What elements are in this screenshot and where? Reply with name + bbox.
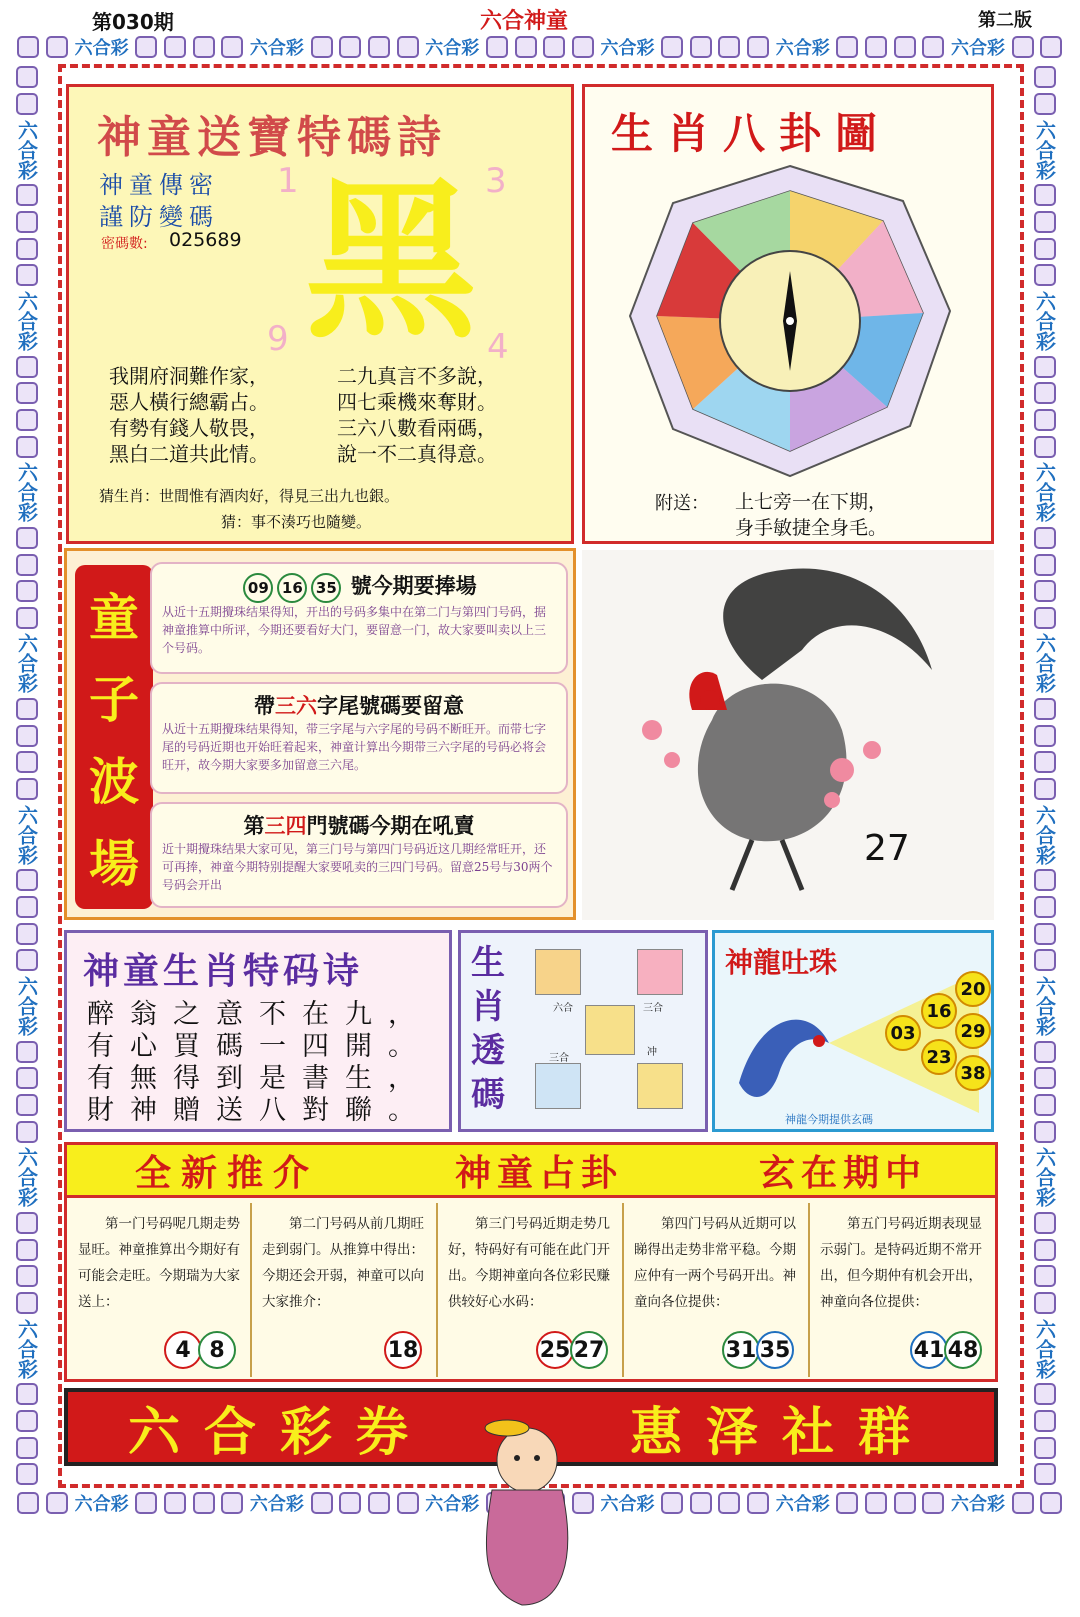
code-label: 密碼數: — [101, 236, 148, 252]
border-dot — [1034, 554, 1056, 576]
number-ball: 4 — [164, 1331, 202, 1369]
big-character: 黑 — [305, 161, 477, 362]
border-dot — [515, 36, 537, 58]
bagua-title: 生肖八卦圖 — [611, 109, 892, 158]
card-3-text: 近十期攪珠结果大家可见，第三门号与第四门号码近这几期经常旺开，还可再捧，神童今期特别提醒大家要吼卖的三四门号码。留意25号与30两个号码会开出 — [162, 842, 553, 892]
border-dot — [1034, 949, 1056, 971]
divination-numbers — [914, 1331, 982, 1369]
border-label: 六合彩 — [14, 462, 39, 523]
border-dot — [690, 36, 712, 58]
border-label: 六合彩 — [951, 38, 1006, 59]
number-ball: 18 — [384, 1331, 422, 1369]
border-label: 六合彩 — [1032, 119, 1057, 180]
number-ball: 09 — [243, 573, 273, 603]
tongzi-card-1 — [150, 562, 568, 674]
border-dot — [1034, 1041, 1056, 1063]
border-dot — [1034, 436, 1056, 458]
border-dot — [16, 896, 38, 918]
right-border-strip — [1030, 64, 1060, 1488]
footer-right-text: 惠泽社群 — [629, 1402, 934, 1463]
banner-part-3: 玄在期中 — [758, 1152, 927, 1194]
relation-label: 六合 — [553, 1003, 573, 1014]
poem-panel-title: 神童送寶特碼詩 — [97, 112, 447, 163]
poem-left-column — [109, 363, 269, 467]
border-dot — [16, 409, 38, 431]
zodiac-poem-panel — [64, 930, 452, 1132]
card-3-heading — [162, 810, 556, 840]
rooster-panel — [582, 550, 994, 920]
footer-left-text: 六合彩券 — [128, 1402, 433, 1463]
divination-numbers — [726, 1331, 794, 1369]
border-dot — [1012, 36, 1034, 58]
border-dot — [16, 554, 38, 576]
poem-right-line: 說一不二真得意。 — [337, 442, 497, 466]
dragon-ball: 29 — [955, 1013, 991, 1049]
border-dot — [397, 36, 419, 58]
border-dot — [311, 36, 333, 58]
bonus-line-2: 身手敏捷全身毛。 — [735, 517, 888, 539]
dragon-ball: 23 — [921, 1039, 957, 1075]
border-label: 六合彩 — [1032, 1147, 1057, 1208]
reveal-title-char: 肖 — [471, 987, 505, 1027]
border-dot — [135, 1492, 157, 1514]
border-dot — [865, 1492, 887, 1514]
border-dot — [1034, 238, 1056, 260]
border-dot — [16, 93, 38, 115]
card-2-text: 从近十五期攪珠结果得知，带三字尾与六字尾的号码不断旺开。而带七字尾的号码近期也开始旺着起来，神童计算出今期带三六字尾的号码必将会旺开，故今期大家要多加留意三六尾。 — [162, 722, 547, 772]
border-dot — [16, 1094, 38, 1116]
secret-line-1: 神童傳密 — [99, 171, 219, 199]
border-dot — [1012, 1492, 1034, 1514]
dragon-ball: 03 — [885, 1015, 921, 1051]
code-value: 025689 — [169, 229, 242, 251]
number-ball: 16 — [277, 573, 307, 603]
heading-part: 門號碼今期在吼賣 — [306, 814, 475, 838]
border-dot — [16, 1292, 38, 1314]
border-dot — [193, 1492, 215, 1514]
border-dot — [16, 527, 38, 549]
border-dot — [486, 36, 508, 58]
border-label: 六合彩 — [14, 976, 39, 1037]
border-label: 六合彩 — [1032, 1318, 1057, 1379]
border-dot — [339, 1492, 361, 1514]
border-dot — [16, 1463, 38, 1485]
divination-text: 第四门号码从近期可以睇得出走势非常平稳。今期应仲有一两个号码开出。神童向各位提供： — [634, 1216, 796, 1310]
relation-label: 三合 — [643, 1003, 663, 1014]
corner-number-tl: 1 — [277, 161, 299, 201]
poem-left-line: 有勢有錢人敬畏， — [109, 416, 269, 440]
border-label: 六合彩 — [1032, 804, 1057, 865]
heading-highlight: 三 — [275, 694, 296, 718]
dragon-ball: 16 — [921, 993, 957, 1029]
side-title-char: 子 — [89, 671, 139, 729]
border-dot — [747, 36, 769, 58]
poem-left-line: 我開府洞難作家， — [109, 364, 269, 388]
border-dot — [17, 36, 39, 58]
reveal-title-char: 生 — [471, 943, 505, 983]
banner-part-1: 全新推介 — [134, 1152, 319, 1194]
border-dot — [894, 1492, 916, 1514]
number-ball: 35 — [756, 1331, 794, 1369]
border-label: 六合彩 — [74, 38, 129, 59]
border-dot — [1040, 1492, 1062, 1514]
border-label: 六合彩 — [1032, 633, 1057, 694]
divination-column — [810, 1203, 996, 1377]
border-label: 六合彩 — [951, 1494, 1006, 1515]
border-dot — [836, 1492, 858, 1514]
divination-column — [438, 1203, 624, 1377]
divination-numbers — [168, 1331, 236, 1369]
border-dot — [16, 778, 38, 800]
border-dot — [16, 580, 38, 602]
border-dot — [1034, 1067, 1056, 1089]
border-dot — [16, 1121, 38, 1143]
dragon-panel — [712, 930, 994, 1132]
border-dot — [221, 36, 243, 58]
guess-line: 猜：事不湊巧也隨變。 — [221, 513, 372, 531]
border-dot — [17, 1492, 39, 1514]
border-dot — [1034, 1292, 1056, 1314]
reveal-title-char: 碼 — [471, 1075, 505, 1115]
border-dot — [718, 1492, 740, 1514]
zodiac-poem-lines — [87, 999, 431, 1127]
border-label: 六合彩 — [600, 1494, 655, 1515]
zodiac-poem-line: 有心買碼一四開。 — [87, 1031, 431, 1062]
zodiac-poem-line: 醉翁之意不在九， — [87, 999, 431, 1030]
zodiac-poem-line: 有無得到是書生， — [87, 1063, 431, 1094]
issue-number: 第030期 — [92, 10, 174, 34]
rooster-number: 27 — [864, 828, 910, 869]
heading-highlight: 三 — [264, 814, 286, 838]
border-dot — [339, 36, 361, 58]
poem-left-line: 黑白二道共此情。 — [109, 442, 269, 466]
divination-column — [68, 1203, 252, 1377]
banner-part-2: 神童占卦 — [454, 1152, 623, 1194]
dragon-illustration — [719, 973, 995, 1113]
border-dot — [1034, 896, 1056, 918]
side-title-char: 波 — [89, 753, 139, 811]
border-dot — [1034, 1239, 1056, 1261]
divination-numbers — [540, 1331, 608, 1369]
dragon-ball: 20 — [955, 971, 991, 1007]
border-dot — [16, 1067, 38, 1089]
border-dot — [894, 36, 916, 58]
animal-tile-bottom-right — [637, 1063, 683, 1109]
border-dot — [16, 356, 38, 378]
border-dot — [572, 36, 594, 58]
divination-text: 第三门号码近期走势几好，特码好有可能在此门开出。今期神童向各位彩民赚供较好心水码： — [448, 1216, 610, 1310]
border-dot — [16, 184, 38, 206]
border-dot — [311, 1492, 333, 1514]
corner-number-bl: 9 — [267, 319, 289, 359]
border-dot — [1034, 725, 1056, 747]
border-dot — [1034, 869, 1056, 891]
border-dot — [1034, 607, 1056, 629]
border-label: 六合彩 — [1032, 462, 1057, 523]
poem-right-line: 四七乘機來奪財。 — [337, 390, 497, 414]
number-ball: 48 — [944, 1331, 982, 1369]
poem-right-line: 二九真言不多說， — [337, 364, 497, 388]
border-dot — [1034, 1383, 1056, 1405]
card-1-text: 从近十五期攪珠结果得知，开出的号码多集中在第二门与第四门号码，据神童推算中所评，今期还要看好大门，要留意一门，故大家要叫卖以上三个号码。 — [162, 605, 547, 655]
border-dot — [1040, 36, 1062, 58]
border-dot — [16, 436, 38, 458]
border-dot — [1034, 923, 1056, 945]
border-dot — [1034, 1463, 1056, 1485]
number-ball: 27 — [570, 1331, 608, 1369]
side-title-char: 童 — [89, 589, 139, 647]
heading-highlight: 六 — [296, 694, 317, 718]
boy-mascot — [462, 1410, 592, 1610]
border-label: 六合彩 — [14, 290, 39, 351]
border-dot — [46, 36, 68, 58]
zodiac-poem-line: 財神贈送八對聯。 — [87, 1095, 431, 1126]
border-dot — [164, 1492, 186, 1514]
border-dot — [16, 1410, 38, 1432]
secret-line-2: 謹防變碼 — [99, 203, 219, 231]
border-dot — [16, 869, 38, 891]
border-dot — [718, 36, 740, 58]
border-dot — [922, 36, 944, 58]
border-dot — [1034, 264, 1056, 286]
divination-column — [624, 1203, 810, 1377]
heading-part: 第 — [243, 814, 265, 838]
zodiac-reveal-panel — [458, 930, 708, 1132]
poem-right-column — [337, 363, 497, 467]
left-border-strip — [12, 64, 42, 1488]
card-2-heading — [162, 690, 556, 720]
tongzi-side-title — [75, 565, 153, 909]
border-label: 六合彩 — [425, 38, 480, 59]
border-dot — [1034, 1094, 1056, 1116]
border-label: 六合彩 — [14, 1318, 39, 1379]
border-dot — [1034, 1437, 1056, 1459]
bagua-panel — [582, 84, 994, 544]
border-dot — [865, 36, 887, 58]
rooster-painting — [592, 560, 982, 910]
border-dot — [16, 264, 38, 286]
border-dot — [16, 751, 38, 773]
border-dot — [397, 1492, 419, 1514]
border-dot — [1034, 751, 1056, 773]
border-dot — [193, 36, 215, 58]
border-dot — [1034, 211, 1056, 233]
border-dot — [16, 66, 38, 88]
border-dot — [836, 36, 858, 58]
border-dot — [661, 1492, 683, 1514]
border-dot — [1034, 778, 1056, 800]
border-dot — [16, 949, 38, 971]
border-dot — [16, 1383, 38, 1405]
relation-label: 三合 — [549, 1053, 569, 1064]
border-label: 六合彩 — [775, 38, 830, 59]
border-dot — [16, 1041, 38, 1063]
border-dot — [164, 36, 186, 58]
card-1-heading — [162, 570, 556, 603]
guess-zodiac-line: 猜生肖：世間惟有酒肉好，得見三出九也銀。 — [99, 487, 400, 505]
divination-text: 第一门号码呢几期走势显旺。神童推算出今期好有可能会走旺。今期瑞为大家送上： — [78, 1216, 240, 1310]
border-dot — [1034, 1410, 1056, 1432]
divination-text: 第二门号码从前几期旺走到弱门。从推算中得出：今期还会开弱，神童可以向大家推介： — [262, 1216, 424, 1310]
border-dot — [1034, 184, 1056, 206]
border-dot — [16, 211, 38, 233]
heading-part: 帶 — [254, 694, 275, 718]
border-dot — [1034, 93, 1056, 115]
page-center-title: 六合神童 — [480, 9, 569, 34]
border-label: 六合彩 — [14, 119, 39, 180]
border-label: 六合彩 — [74, 1494, 129, 1515]
border-dot — [135, 36, 157, 58]
border-label: 六合彩 — [14, 804, 39, 865]
border-dot — [1034, 580, 1056, 602]
border-dot — [46, 1492, 68, 1514]
card-1-heading-text: 號今期要捧場 — [350, 574, 477, 598]
border-label: 六合彩 — [14, 1147, 39, 1208]
border-dot — [747, 1492, 769, 1514]
border-dot — [16, 1212, 38, 1234]
animal-tile-bottom-left — [535, 1063, 581, 1109]
edition-label: 第二版 — [978, 10, 1032, 31]
side-title-char: 場 — [89, 835, 139, 893]
border-dot — [16, 1437, 38, 1459]
border-dot — [221, 1492, 243, 1514]
border-dot — [16, 923, 38, 945]
border-dot — [16, 382, 38, 404]
dragon-caption: 神龍今期提供玄碼 — [785, 1113, 873, 1126]
border-dot — [1034, 1121, 1056, 1143]
reveal-title-char: 透 — [471, 1031, 505, 1071]
border-label: 六合彩 — [249, 1494, 304, 1515]
poem-right-line: 三六八數看兩碼， — [337, 416, 497, 440]
border-dot — [16, 698, 38, 720]
heading-part: 字尾號碼要留意 — [317, 694, 464, 718]
border-label: 六合彩 — [600, 38, 655, 59]
border-dot — [1034, 66, 1056, 88]
border-dot — [16, 1239, 38, 1261]
border-dot — [1034, 1212, 1056, 1234]
border-label: 六合彩 — [425, 1494, 480, 1515]
divination-text: 第五门号码近期表现显示弱门。是特码近期不常开出，但今期仲有机会开出，神童向各位提供： — [820, 1216, 982, 1310]
border-dot — [543, 36, 565, 58]
border-dot — [661, 36, 683, 58]
dragon-ball: 38 — [955, 1055, 991, 1091]
bonus-label: 附送： — [655, 493, 709, 514]
zodiac-poem-title: 神童生肖特码诗 — [83, 950, 364, 992]
bonus-line-1: 上七旁一在下期， — [735, 491, 888, 513]
number-ball: 25 — [536, 1331, 574, 1369]
divination-banner — [64, 1142, 998, 1198]
border-dot — [690, 1492, 712, 1514]
number-ball: 41 — [910, 1331, 948, 1369]
dragon-title: 神龍吐珠 — [725, 946, 838, 979]
border-dot — [368, 1492, 390, 1514]
number-ball: 35 — [311, 573, 341, 603]
border-dot — [922, 1492, 944, 1514]
border-dot — [16, 238, 38, 260]
animal-tile-top-left — [535, 949, 581, 995]
poem-panel — [66, 84, 574, 544]
divination-numbers — [388, 1331, 422, 1369]
border-dot — [16, 1265, 38, 1287]
divination-column — [252, 1203, 438, 1377]
zodiac-bagua-wheel — [625, 161, 955, 481]
border-label: 六合彩 — [249, 38, 304, 59]
border-dot — [1034, 698, 1056, 720]
border-dot — [1034, 356, 1056, 378]
border-dot — [368, 36, 390, 58]
top-border-strip — [14, 32, 1066, 62]
number-ball: 8 — [198, 1331, 236, 1369]
border-label: 六合彩 — [775, 1494, 830, 1515]
border-label: 六合彩 — [1032, 290, 1057, 351]
tongzi-card-3 — [150, 802, 568, 908]
animal-tile-top-right — [637, 949, 683, 995]
border-label: 六合彩 — [1032, 976, 1057, 1037]
tongzi-card-2 — [150, 682, 568, 794]
corner-number-tr: 3 — [485, 161, 507, 201]
border-dot — [1034, 527, 1056, 549]
animal-tile-center — [585, 1005, 635, 1055]
border-dot — [16, 725, 38, 747]
border-dot — [1034, 1265, 1056, 1287]
poem-left-line: 惡人橫行總霸占。 — [109, 390, 269, 414]
border-dot — [1034, 382, 1056, 404]
heading-highlight: 四 — [285, 814, 307, 838]
number-ball: 31 — [722, 1331, 760, 1369]
border-label: 六合彩 — [14, 633, 39, 694]
border-dot — [16, 607, 38, 629]
reveal-title — [471, 941, 505, 1117]
corner-number-br: 4 — [487, 327, 509, 367]
relation-label: 冲 — [647, 1047, 657, 1058]
border-dot — [1034, 409, 1056, 431]
